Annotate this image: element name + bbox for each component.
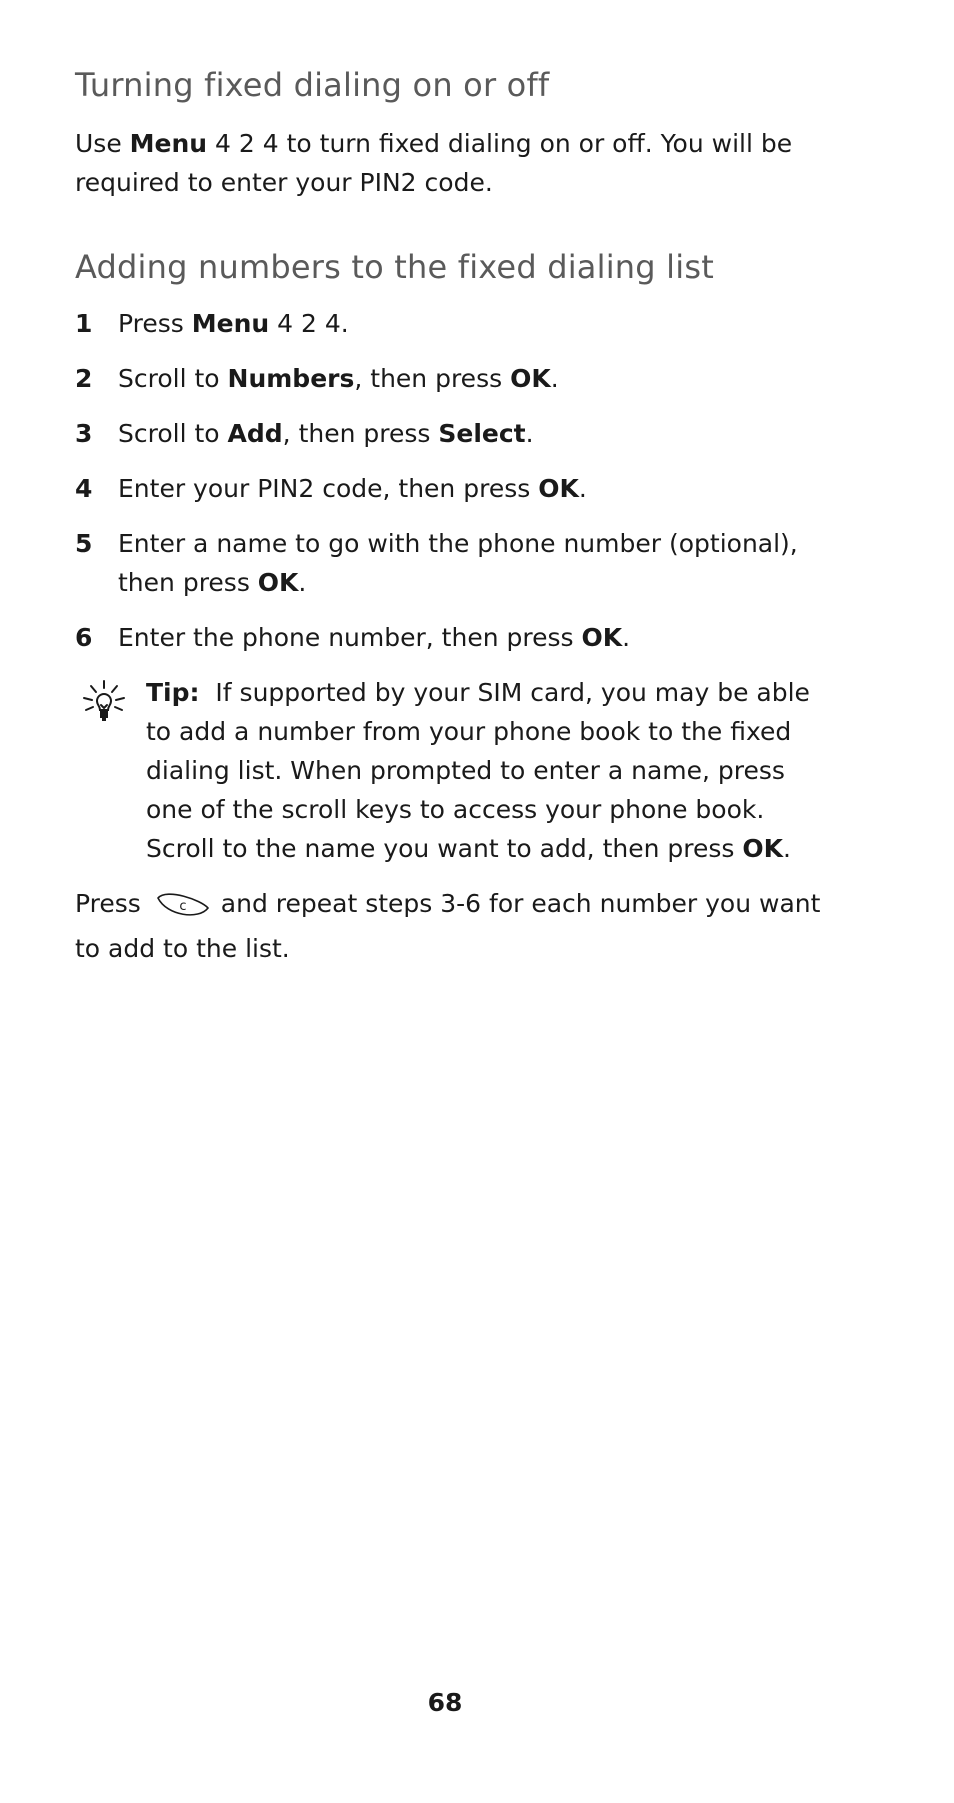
- step-item-3: [75, 414, 835, 453]
- lightbulb-icon: [75, 673, 146, 868]
- step-item-2: [75, 359, 835, 398]
- step-number: 1: [75, 309, 93, 338]
- step-item-1: [75, 304, 835, 343]
- step-text: Press Menu 4 2 4.: [118, 309, 349, 338]
- step-number: 4: [75, 474, 93, 503]
- step-text: Scroll to Numbers, then press OK.: [118, 364, 559, 393]
- section-heading-fixed-dialing-toggle: Turning fixed dialing on or off: [75, 66, 550, 104]
- manual-page: [75, 60, 835, 968]
- step-text: Scroll to Add, then press Select.: [118, 419, 534, 448]
- page-number: 68: [427, 1688, 463, 1717]
- step-text: Enter your PIN2 code, then press OK.: [118, 474, 587, 503]
- intro-paragraph: Use Menu 4 2 4 to turn fixed dialing on or off. You will be required to enter your PIN2 code.: [75, 129, 793, 197]
- step-item-6: [75, 618, 835, 657]
- tip-label: Tip:: [146, 678, 200, 707]
- step-item-5: [75, 524, 835, 602]
- repeat-instructions: Press c and repeat steps 3-6 for each number you want to add to the list.: [75, 889, 821, 963]
- steps-list: [75, 304, 835, 657]
- step-item-4: [75, 469, 835, 508]
- tip-box: [75, 673, 835, 868]
- step-number: 2: [75, 364, 93, 393]
- section-heading-adding-numbers: Adding numbers to the fixed dialing list: [75, 248, 714, 286]
- clear-key-icon: [155, 890, 211, 929]
- step-number: 6: [75, 623, 93, 652]
- step-number: 5: [75, 529, 93, 558]
- step-text: Enter a name to go with the phone number (optional), then press OK.: [118, 529, 798, 597]
- step-number: 3: [75, 419, 93, 448]
- tip-text: Tip: If supported by your SIM card, you may be able to add a number from your phone book to the fixed dialing list. When prompted to enter a name, press one of the scroll keys to access your phone book. Scroll to the name you want to add, then press OK.: [146, 678, 810, 863]
- menu-keyword: Menu: [129, 129, 208, 158]
- svg-text:c: c: [179, 899, 187, 914]
- step-text: Enter the phone number, then press OK.: [118, 623, 631, 652]
